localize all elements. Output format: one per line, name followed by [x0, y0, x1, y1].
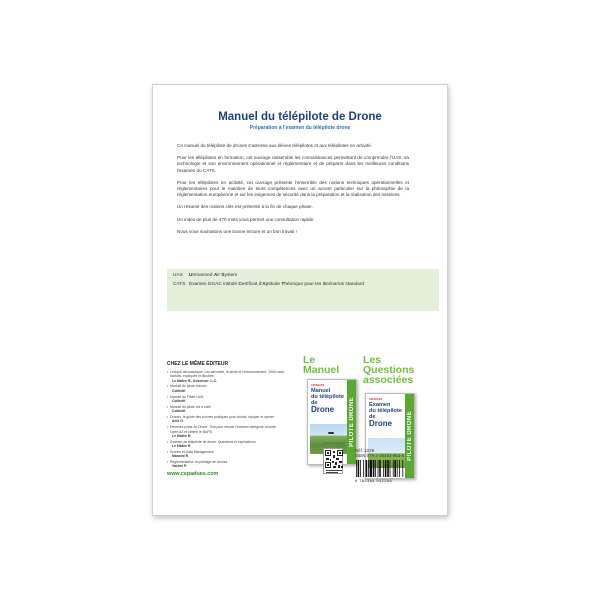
- questions-label-line: Les: [363, 354, 382, 366]
- glossary-box: [167, 269, 439, 311]
- book-cover-title: [369, 403, 405, 428]
- cover-title-line: Examen: [369, 402, 391, 408]
- book-name: Manuel du pilote vol à voile: [170, 404, 211, 409]
- book-name: Devenez pilote de Drone. Tout pour réussir l'examen catégorie ouverte Open A2 et obtenir le BAPD: [170, 425, 276, 434]
- glossary-row-cats: [173, 282, 433, 288]
- list-item: [167, 405, 285, 414]
- barcode-icon: [355, 460, 421, 478]
- list-item: [167, 384, 285, 393]
- publisher-logo: CEPADUES: [311, 384, 325, 387]
- cover-title-line: du télépilote de: [369, 407, 402, 420]
- questions-label-line: associées: [363, 374, 414, 386]
- barcode-block: [355, 448, 435, 483]
- cover-title-line: Drone: [369, 419, 393, 429]
- cover-title-line: du télépilote: [311, 393, 344, 400]
- glossary-definition: Unmanned Air System: [189, 273, 238, 278]
- drone-icon: [328, 432, 334, 434]
- manual-label: [303, 355, 339, 375]
- spine-text: PILOTE DRONE: [406, 411, 413, 461]
- list-item: [167, 395, 285, 404]
- book-author: Le Maître R.: [172, 444, 192, 449]
- cover-title-line: Drone: [311, 405, 335, 415]
- description: [177, 143, 409, 241]
- list-item: [167, 370, 285, 383]
- manual-label-line: Le: [303, 354, 316, 366]
- book-author: Le Maître R.: [172, 433, 192, 438]
- book-author: Collectif: [172, 398, 186, 403]
- paragraph: Ce manuel du télépilote de drones s'adresse aux élèves télépilotes et aux télépilotes en activité.: [177, 143, 372, 148]
- spine-text: PILOTE DRONE: [348, 397, 355, 447]
- book-author: Amé G.: [172, 419, 184, 424]
- book-name: Lexique aéronautique. Les aéronefs, le pilote et l'environnement. 1000 mots traduits, expliqués et illustrés: [170, 370, 284, 379]
- manual-label-line: Manuel: [303, 364, 340, 376]
- book-name: Drones et Data Management: [170, 449, 214, 454]
- glossary-definition: Examen DGAC intitulé Certificat d'Aptitude Théorique pour les Scénarios standard: [189, 282, 365, 288]
- book-author: Mancini R.: [172, 454, 189, 459]
- list-item: [167, 450, 285, 459]
- same-publisher-section: [167, 361, 285, 477]
- glossary-row-uas: [173, 273, 433, 279]
- qr-caption: Plus d'informations: [323, 442, 345, 445]
- publisher-logo: CEPADUES: [369, 398, 383, 401]
- book-name: Réglementation du pilotage de drones: [170, 460, 228, 465]
- book-author: Vachet P.: [172, 464, 187, 469]
- book-name: Drones, le guide des bonnes pratiques pour choisir, équiper et opérer: [170, 415, 275, 420]
- page-title: Manuel du télépilote de Drone: [218, 111, 382, 123]
- cover-title-line: Manuel: [311, 388, 331, 394]
- list-item: [167, 415, 285, 424]
- paragraph: Pour les télépilotes en formation, cet ouvrage rassemble les connaissances permettant de comprendre l'UAS, sa technologie et son environnement opérationnel et réglementaire et de préparer dans les meilleures conditions l'examen du CATS.: [177, 155, 409, 173]
- list-item: [167, 425, 285, 438]
- page-subtitle: Préparation à l'examen du télépilote drone: [249, 125, 351, 131]
- book-name: Examen de télépilote de drone. Questions et explications: [170, 439, 256, 444]
- barcode-digits: 9 782364 932206: [355, 478, 393, 483]
- back-cover: [152, 84, 448, 516]
- glossary-term: CATS: [173, 282, 186, 288]
- paragraph: Nous vous souhaitons une bonne lecture et un bon travail !: [177, 228, 297, 234]
- paragraph: Un résumé des notions clés est présenté à la fin de chaque phase.: [177, 204, 313, 210]
- book-author: Collectif: [172, 388, 186, 393]
- paragraph: Un index de plus de 470 mots vous permet une consultation rapide.: [177, 216, 315, 222]
- book-author: Le Maître R., Koechner J.-C.: [172, 378, 218, 383]
- list-item: [167, 460, 285, 469]
- list-item: [167, 440, 285, 449]
- book-cover-title: [311, 389, 347, 414]
- publisher-website-link[interactable]: www.cepadues.com: [167, 470, 219, 477]
- cover-title-line: de: [311, 399, 318, 406]
- book-author: Collectif: [172, 409, 186, 414]
- book-name: Manuel du pilote d'avion: [170, 384, 207, 389]
- qr-code-icon[interactable]: [323, 448, 343, 474]
- reference-number: Réf. 2229: [355, 448, 375, 453]
- qr-code-graphic: [324, 449, 344, 475]
- same-publisher-heading: CHEZ LE MÊME ÉDITEUR: [167, 361, 229, 367]
- paragraph: Pour les télépilotes en activité, cet ouvrage présente l'ensemble des notions techniques opérationnelles et réglementaires pour le maintien de leurs compétences avec un accent particulier sur la philosophie de la réglementation européenne et sur les exigences de sécurité dans la préparation et la réalisation des missions.: [177, 179, 409, 198]
- same-publisher-list: [167, 370, 285, 469]
- questions-label: [363, 355, 414, 385]
- glossary-term: UAS: [173, 273, 183, 278]
- questions-label-line: Questions: [363, 364, 415, 376]
- isbn: ISBN 978-2-36493-983-6: [355, 453, 405, 458]
- book-name: Manuel du Pilote ULM: [170, 394, 204, 399]
